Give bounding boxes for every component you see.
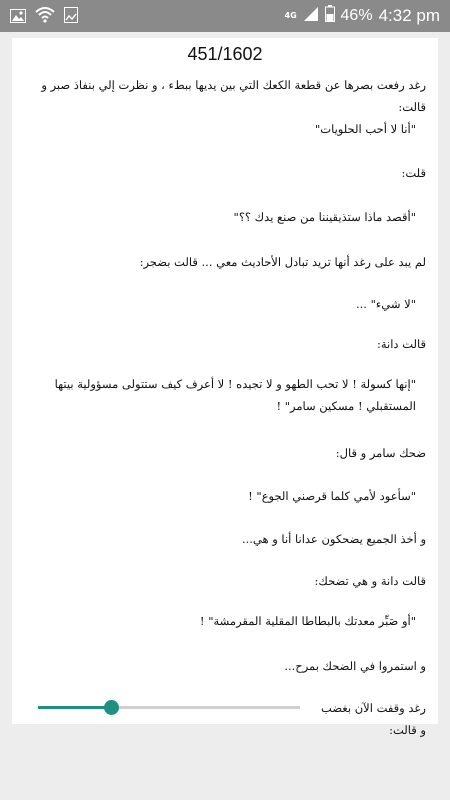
page-progress-slider[interactable] [38, 700, 300, 714]
slider-track-fill [38, 706, 111, 709]
battery-percent: 46% [340, 6, 373, 24]
network-type-label: 4G [284, 10, 297, 20]
paragraph: رغد رفعت بصرها عن قطعة الكعك التي بين يديها ببطء ، و نظرت إلي بنفاذ صبر و قالت: [41, 78, 426, 114]
wifi-icon [35, 7, 55, 27]
paragraph: لم يبد على رغد أنها تريد تبادل الأحاديث معي ... قالت بضجر: [139, 255, 426, 269]
clock-time: 4:32 pm [378, 5, 440, 25]
paragraph: "سأعود لأمي كلما قرصني الجوع" ! [248, 489, 416, 503]
paragraph: قلت: [401, 166, 426, 180]
status-bar [0, 0, 450, 32]
paragraph: قالت دانة: [376, 337, 426, 351]
paragraph: "أقصد ماذا ستذيقيننا من صنع يدك ؟؟" [233, 210, 416, 224]
paragraph: و أخذ الجميع يضحكون عدانا أنا و هي... [241, 532, 426, 546]
battery-icon [325, 5, 335, 26]
paragraph: "إنها كسولة ! لا تحب الطهو و لا تجيده ! لا أعرف كيف ستتولى مسؤولية بيتها المستقبلي ! مسكين سامر" ! [54, 377, 416, 413]
signal-icon [303, 6, 319, 26]
image-icon [10, 8, 26, 27]
reader-page[interactable] [12, 38, 438, 737]
slider-thumb[interactable] [104, 700, 119, 715]
page-counter: 451/1602 [187, 44, 263, 64]
paragraph: "أو صَبِّر معدتك بالبطاطا المقلية المقرمشة" ! [199, 614, 416, 628]
paragraph: "لا شيء" ... [355, 297, 416, 311]
paragraph: و استمروا في الضحك بمرح... [284, 659, 426, 673]
paragraph: ضحك سامر و قال: [335, 446, 426, 460]
image-icon [64, 7, 78, 27]
paragraph: "أنا لا أحب الحلويات" [314, 122, 416, 136]
paragraph: قالت دانة و هي تضحك: [314, 574, 426, 588]
paragraph: رغد وقفت الآن بغضب و قالت: [321, 701, 426, 737]
